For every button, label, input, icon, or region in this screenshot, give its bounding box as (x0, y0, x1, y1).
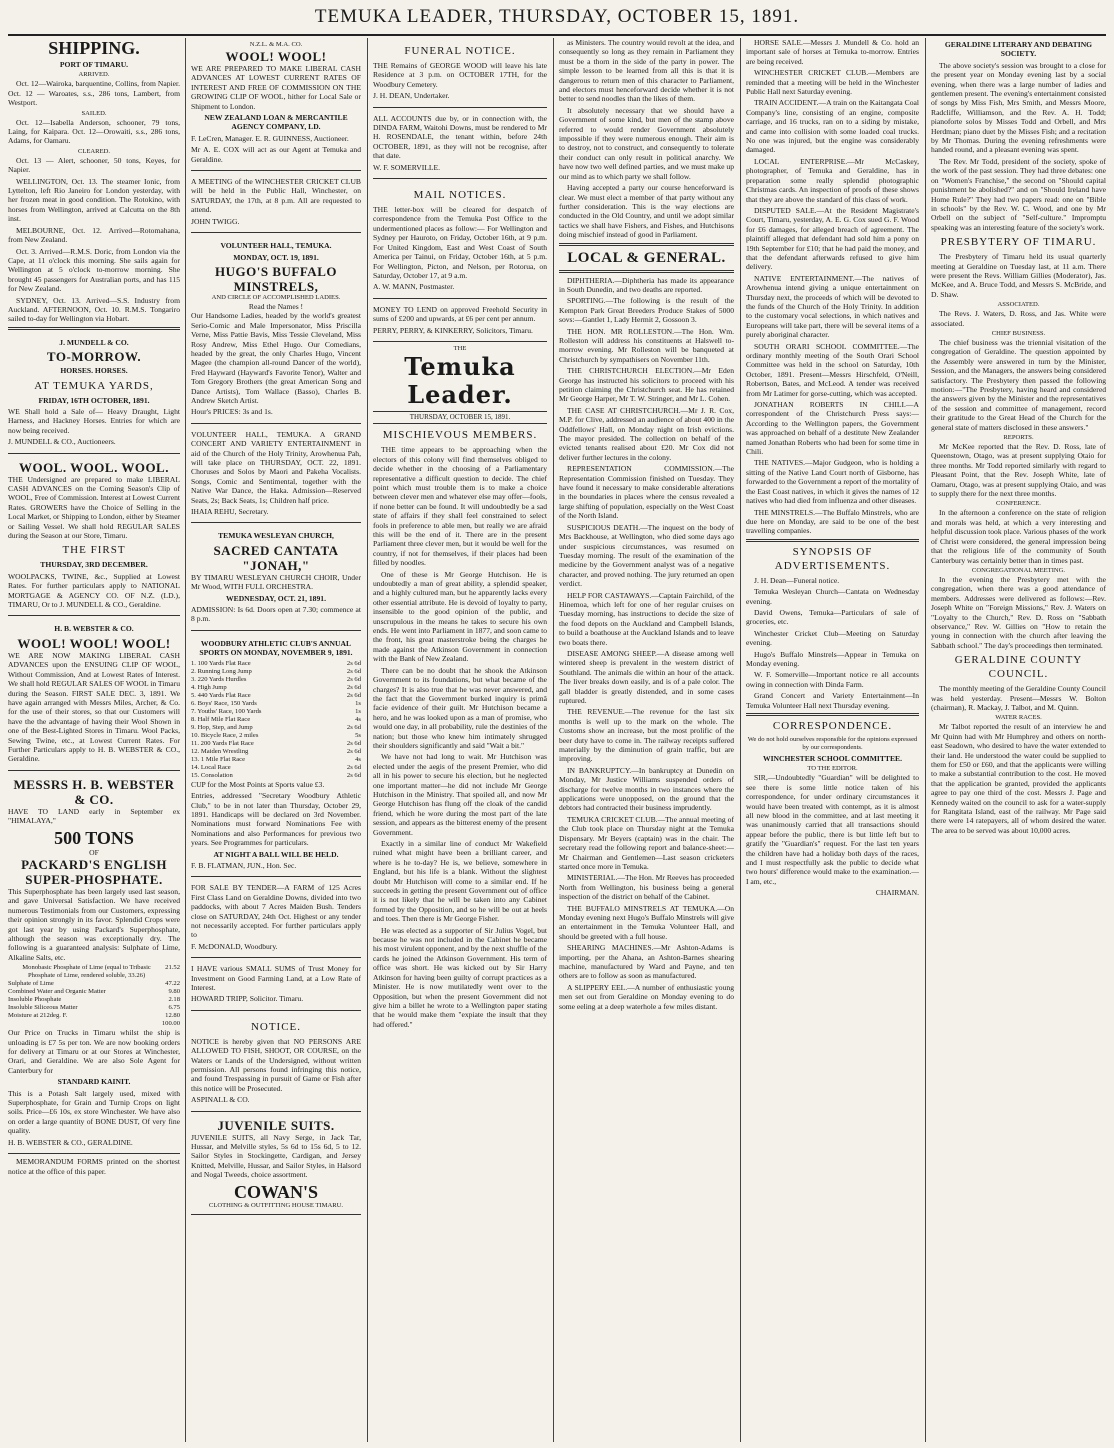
water-heading: WATER RACES. (995, 714, 1042, 722)
event-row (191, 732, 361, 740)
event-name: 3. 220 Yards Hurdles (191, 675, 247, 683)
synopsis-item: Hugo's Buffalo Minstrels—Appear in Temuka on Monday evening. (746, 649, 919, 668)
event-fee: 2s 6d (346, 763, 361, 771)
dean-sign: J. H. DEAN, Undertaker. (373, 91, 450, 101)
farm-sale-ad (191, 880, 361, 958)
article-paragraph: It absolutely necessary that we should have a Government of some kind, but men of the stamp above referred to would render Government absolutely impossible if they were numerous enough. Their aim is to destroy, not to construct, and consequently to tolerate their conduct can only result in political anarchy. We have now two well defined parties, and we must make up our mind as to which party we shall follow. (559, 105, 734, 181)
event-name: 6. Boys' Race, 150 Yards (191, 699, 257, 707)
postmaster-sign: A. W. MANN, Postmaster. (373, 282, 455, 292)
synopsis-item: Grand Concert and Variety Entertainment—In Temuka Volunteer Hall next Thursday evening. (746, 691, 919, 710)
webster-sign: H. B. WEBSTER & CO., GERALDINE. (8, 1137, 133, 1147)
news-item: NATIVE ENTERTAINMENT.—The natives of Arowhenua intend giving a unique entertainment on Thursday next, the proceeds of which will be devoted to the funds of the Church of the Holy Trinity. In addition to the customary vocal selections, in which natives and Europeans will take part, there will be several items of a purely aboriginal character. (746, 273, 919, 340)
event-fee: 2s 6d (346, 683, 361, 691)
lend-ad (373, 302, 547, 342)
column-6 (931, 38, 1106, 1442)
cowan-sub: CLOTHING & OUTFITTING HOUSE TIMARU. (208, 1201, 344, 1209)
news-item: HORSE SALE.—Messrs J. Mundell & Co. hold an important sale of horses at Temuka to-morrow. Entries are being received. (746, 38, 919, 66)
mundell-sign: J. MUNDELL & CO., Auctioneers. (8, 437, 116, 447)
column-rule (553, 38, 554, 1442)
letter-body: SIR,—Undoubtedly "Guardian" will be delighted to see there is some little notice taken of his correspondence, for under ordinary circumstances it would have been treated with contempt, as it is almost all new blood in the committee, and at last meeting it was unanimously carried that all transactions should appear before the public, there is but little left but to gratify the "Guardian's" request. For the last ten years the children have had a holiday both days of the races, and I must respectfully ask the public to decide what two hours' difference would make to the examination.—I am, etc., (746, 773, 919, 886)
event-fee: 2s 6d (346, 747, 361, 755)
nzl-sign: F. LeCren, Manager. E. R. GUINNESS, Auctioneer. (191, 133, 349, 143)
news-item: LOCAL ENTERPRISE.—Mr McCaskey, photographer, of Temuka and Geraldine, has in preparation some really splendid photographic Christmas cards. An inspection of proofs of these shows that they are above the standard of this class of work. (746, 156, 919, 204)
event-name: 4. High Jump (191, 683, 227, 691)
divider (746, 539, 919, 542)
analysis-value: 21.52 (165, 964, 180, 972)
chairman-sign: CHAIRMAN. (875, 888, 919, 898)
associated-heading: ASSOCIATED. (997, 301, 1040, 309)
wool-body: THE Undersigned are prepared to make LIBERAL CASH ADVANCES on the Coming Season's Clip of WOOL, Free of Commission. Interest at Lowest Current Rates. GROWERS have the Choice of Selling in the Local Market, or Shipping to London, either by Steamer or Sailing Vessel. We shall hold REGULAR SALES during the Season at our Store, Timaru. (8, 474, 180, 541)
tons-heading: 500 TONS (54, 827, 134, 848)
phosphate-ad (8, 774, 180, 1154)
event-name: 9. Hop, Step, and Jump (191, 723, 253, 731)
lit-heading: GERALDINE LITERARY AND DEBATING SOCIETY. (944, 40, 1093, 59)
event-name: 1. 100 Yards Flat Race (191, 659, 251, 667)
packard-body: This Superphosphate has been largely used last season, and gave Universal Satisfaction. We have received numerous Testimonials from our Customers, expressing their opinion strongly in its favor. Splendid Crops were got last year by using Packard's Superphosphate, although the season was exceptionally dry. The following is a guaranteed analysis: Sulphate of Lime, Alkaline Salts, etc. (8, 886, 180, 962)
event-name: 7. Youths' Race, 100 Yards (191, 707, 262, 715)
messrs-heading: MESSRS H. B. WEBSTER & CO. (13, 776, 175, 807)
news-item: MINISTERIAL.—The Hon. Mr Reeves has proceeded North from Wellington, his business being a general inspection of the district on behalf of the Cabinet. (559, 873, 734, 902)
news-item: WINCHESTER CRICKET CLUB.—Members are reminded that a meeting will be held in the Winchester Public Hall next Saturday evening. (746, 68, 919, 97)
chief-body: The chief business was the triennial visitation of the congregation of Geraldine. The question appointed by the Assembly were answered in turn by the Minister, Session, and the Managers, the answers being considered satisfactory. The Presbytery then passed the following motion:—"The Presbytery, having heard and considered the answers given by the Minister and the representatives of the session and committee of management, record their gratitude to the Great Head of the Church for the general state of matters disclosed in these answers." (931, 337, 1106, 432)
mail-heading: MAIL NOTICES. (413, 189, 507, 202)
sale-body: FOR SALE BY TENDER—A FARM of 125 Acres First Class Land on Geraldine Downs, divided into two paddocks, with about 7 Acres Maiden Bush. Tenders close on SATURDAY, 24th Oct. Highest or any tender not necessarily accepted. For further particulars apply to (191, 883, 361, 940)
thursday-heading: THURSDAY, 3RD DECEMBER. (40, 560, 148, 570)
news-item: THE MINSTRELS.—The Buffalo Minstrels, who are due here on Monday, are said to be one of the best travelling companies. (746, 507, 919, 536)
news-item: HELP FOR CASTAWAYS.—Captain Fairchild, of the Hinemoa, which left for one of her regular cruises on Tuesday morning, has instructions to decide the size of the food depots on the Auckland and Campbell Islands, to build a boathouse at the Auckland Islands and to leave two boats there. (559, 590, 734, 647)
council-heading: GERALDINE COUNTY COUNCIL. (954, 654, 1083, 681)
event-row (191, 772, 361, 780)
presbytery-heading: PRESBYTERY OF TIMARU. (940, 236, 1097, 249)
news-item: JONATHAN ROBERTS IN CHILI.—A correspondent of the Christchurch Press says:—According to the Wellington papers, the Government was approached on behalf of a destitute New Zealander named Jonathan Roberts who had been for some time in Chili. (746, 400, 919, 457)
analysis-value: 12.80 (165, 1012, 180, 1020)
event-row (191, 748, 361, 756)
cricket-sign: JOHN TWIGG. (191, 216, 240, 226)
analysis-row (8, 964, 180, 980)
wool-heading: WOOL. WOOL. WOOL. (19, 459, 169, 475)
hugo-heading: HUGO'S BUFFALO MINSTRELS, (215, 263, 337, 294)
event-row (191, 692, 361, 700)
sailed-heading: SAILED. (81, 109, 107, 117)
reports-body: Mr McKee reported that the Rev. D. Ross, late of Queenstown, Otago, was at present supplying Otaio for three months. Mr Todd reported similarly with regard to Pleasant Point, that the Rev. Joseph White, late of Oamaru, Otago, was at present supplying Otaio, and was to supply there for the next three months. (931, 442, 1106, 499)
news-item: SHEARING MACHINES.—Mr Ashton-Adams is importing, per the Ahana, an Ashton-Barnes shearing machine, manufactured by Ward and Payne, and ten others are to follow as soon as manufactured. (559, 943, 734, 981)
admission-text: ADMISSION: Is 6d. Doors open at 7.30; commence at 8 p.m. (191, 605, 361, 624)
trust-money-ad (191, 961, 361, 1011)
presbytery-body: The Presbytery of Timaru held its usual quarterly meeting at Geraldine on Tuesday last, at 11 a.m. There were present the Revs. William Gillies (Moderator), Jas. McKee, and A. Bruce Todd, and Messrs S. McBride, and D. Shaw. (931, 252, 1106, 299)
nzl-heading: N.Z.L. & M.A. CO. (249, 41, 303, 48)
event-fee: 1s (355, 707, 361, 715)
nzl-company: NEW ZEALAND LOAN & MERCANTILE AGENCY COMPANY, LD. (204, 113, 348, 132)
event-row (191, 700, 361, 708)
event-name: 15. Consolation (191, 771, 233, 779)
wednesday-heading: WEDNESDAY, OCT. 21, 1891. (226, 593, 326, 603)
woolpacks-text: WOOLPACKS, TWINE, &c., Supplied at Lowest Rates. For further particulars apply to NATIONAL MORTGAGE & AGENCY CO. OF N.Z. (LD.), TIMARU, Or to J. MUNDELL & CO., Geraldine. (8, 571, 180, 610)
event-fee: 2s 6d (346, 723, 361, 731)
news-item: THE NATIVES.—Major Gudgeon, who is holding a sitting of the Native Land Court north of Gisborne, has forwarded to the Government a report of the mortality of the East Coast natives, in which it gives the names of 12 natives who had died from influenza and other diseases. (746, 458, 919, 506)
analysis-value: 6.75 (168, 1004, 180, 1012)
masthead: TEMUKA LEADER, THURSDAY, OCTOBER 15, 1891. (314, 6, 800, 27)
article-paragraph: We have not had long to wait. Mr Hutchison was elected under the aegis of the present Premier, who did all in his power to secure his election, but he neglected one important matter—he did not include Mr George Hutchison in the Ministry. That spoiled all, and now Mr George Hutchison has flung off the cloak of the candid friend, which he wore during the most part of the late session, and appears as the bitterest enemy of the present Government. (373, 752, 547, 837)
event-row (191, 716, 361, 724)
column-1 (8, 38, 180, 1442)
event-fee: 2s 6d (346, 691, 361, 699)
analysis-value: 2.18 (168, 996, 180, 1004)
analysis-row (8, 996, 180, 1004)
news-item: IN BANKRUPTCY.—In bankruptcy at Dunedin on Monday, Mr Justice Williams suspended orders of discharge for twelve months in two instances where the applications were unopposed, on the ground that the debtors had contracted their business imprudently. (559, 765, 734, 813)
mundell-horse-ad (8, 333, 180, 454)
shipping-title: SHIPPING. (48, 38, 140, 58)
news-item: SUSPICIOUS DEATH.—The inquest on the body of Mrs Backhouse, at Wellington, who died some days ago under suspicious circumstances, was resumed on Tuesday morning. The result of the examination of the medicine by the Government analyst was of a negative character, and proved nothing. The jury returned an open verdict. (559, 522, 734, 589)
column-rule (367, 38, 368, 1442)
synopsis-heading: SYNOPSIS OF ADVERTISEMENTS. (774, 545, 891, 572)
event-row (191, 668, 361, 676)
event-name: 8. Half Mile Flat Race (191, 715, 251, 723)
event-name: 14. Local Race (191, 763, 231, 771)
conference-heading: CONFERENCE. (996, 500, 1041, 508)
analysis-key: Insoluble Phosphate (8, 996, 62, 1004)
synopsis-item: Winchester Cricket Club—Meeting on Saturday evening. (746, 628, 919, 648)
synopsis-item: Temuka Wesleyan Church—Cantata on Wednesday evening. (746, 587, 919, 606)
news-item: THE CASE AT CHRISTCHURCH.—Mr J. R. Cox, M.P. for Clive, addressed an audience of about 400 in the Oddfellows' Hall, on Monday night on Irish evictions. The mayor presided. The collection on behalf of the evicted tenants realised about £20. Mr Cox did not deliver further lectures in the colony. (559, 405, 734, 462)
column-3 (373, 38, 547, 1442)
event-fee: 2s 6d (346, 771, 361, 779)
event-row (191, 660, 361, 668)
cantata-by: BY TIMARU WESLEYAN CHURCH CHOIR, Under Mr Wood, WITH FULL ORCHESTRA. (191, 572, 361, 592)
funeral-heading: FUNERAL NOTICE. (404, 45, 516, 57)
analysis-value: 9.80 (168, 988, 180, 996)
associated-body: The Revs. J. Waters, D. Ross, and Jas. White were associated. (931, 309, 1106, 328)
article-paragraph: as Ministers. The country would revolt at the idea, and consequently so long as they remain in Parliament they must be a thorn in the side of the party in power. The simple lesson to be learned from all this is that it is dangerous to return men of this character to Parliament, and electors must henceforward decide whether it is not better to send noodles than the likes of them. (559, 38, 734, 104)
circle-heading: AND CIRCLE OF ACCOMPLISHED LADIES. (211, 293, 341, 301)
nzl-ad (191, 38, 361, 171)
to-editor: TO THE EDITOR. (807, 765, 858, 773)
woodbury-heading: WOODBURY ATHLETIC CLUB'S ANNUAL SPORTS ON MONDAY, NOVEMBER 9, 1891. (199, 638, 353, 658)
night-ball: AT NIGHT A BALL WILL BE HELD. (213, 849, 339, 859)
tripp-sign: HOWARD TRIPP, Solicitor. Timaru. (191, 994, 304, 1004)
arrived-text: Oct. 12—Wairoka, barquentine, Collins, from Napier. Oct. 12 — Waroates, s.s., 286 tons, Lambert, from Westport. (8, 79, 180, 108)
juvenile-body: JUVENILE SUITS, all Navy Serge, in Jack Tar, Hussar, and Melville styles, 5s 6d to 15s 6d, 5 to 12. Sailor Styles in Stockingette, Cardigan, and Jersey Knitted, Melville, Hussar, and Sailor Styles, in Halsord and Nogal Tweeds, choice assortment. (191, 1132, 361, 1180)
news-item: THE BUFFALO MINSTRELS AT TEMUKA.—On Monday evening next Hugo's Buffalo Minstrels will give an entertainment in the Temuka Volunteer Hall, and should be greeted with a full house. (559, 903, 734, 941)
synopsis-item: W. F. Somerville—Important notice re all accounts owing in connection with Dinda Farm. (746, 670, 919, 689)
column-rule (740, 38, 741, 1442)
grand-body: VOLUNTEER HALL, TEMUKA. A GRAND CONCERT AND VARIETY ENTERTAINMENT in aid of the Church of the Holy Trinity, Arowhenua Pah, will take place on THURSDAY, OCT. 22, 1891. Choruses and Solos by Maori and Pakeha Vocalists. Songs, Comic and Sentimental, together with the Native War Dance, the Haka. Admission—Reserved Seats, 2s; Back Seats, 1s; Children half price. (191, 429, 361, 505)
event-fee: 4s (355, 755, 361, 763)
analysis-row (8, 988, 180, 996)
news-item: TRAIN ACCIDENT.—A train on the Kaitangata Coal Company's line, consisting of an engine, composite carriage, and 16 trucks, ran on to a siding by mistake, and came into collision with some loaded coal trucks. No one was injured, but the engine was considerably damaged. (746, 98, 919, 155)
article-heading: MISCHIEVOUS MEMBERS. (382, 429, 538, 442)
funeral-body: THE Remains of GEORGE WOOD will leave his late Residence at 3 p.m. on OCTOBER 17TH, for the Woodbury Cemetery. (373, 61, 547, 89)
news-item: SPORTING.—The following is the result of the Kempton Park Great Breeders Produce Stakes of 5000 sovs:—Gantlet 1, Lady Hermit 2, Gossoon 3. (559, 296, 734, 325)
lit-body: The above society's session was brought to a close for the present year on Monday evening last by a social evening, when there was a large number of ladies and gentlemen present. The evening's entertainment consisted of songs by Miss Fish, Mrs Smith, and Messrs Moore, Radcliffe, Williamson, and the Rev. A. H. Todd; pianoforte solos by Misses Todd and Orbell, and Mrs Herdman; piano duet by the Misses Fish; and a recitation by Mr Thomas. During the evening refreshments were handed round, and a pleasant evening was spent. (931, 60, 1106, 155)
event-fee: 2s 6d (346, 659, 361, 667)
event-fee: 1s (355, 699, 361, 707)
nzl-wool-heading: WOOL! WOOL! (225, 49, 327, 64)
event-row (191, 684, 361, 692)
church-heading: TEMUKA WESLEYAN CHURCH, (218, 531, 334, 541)
event-name: 13. 1 Mile Flat Race (191, 755, 246, 763)
column-2 (191, 38, 361, 1442)
conference-body: In the afternoon a conference on the state of religion and morals was held, at which a very interesting and helpful discussion took place. Various phases of the work of Christ were considered, the general impression being that the religious life of the community of South Canterbury was certainly better than in times past. (931, 508, 1106, 565)
correspondence-heading: CORRESPONDENCE. (772, 720, 893, 732)
mail-ad (373, 182, 547, 299)
water-body: Mr Talbot reported the result of an interview he and Mr Quinn had with Mr Humphrey and others on north-east Seadown, who desired to have the water extended to their land. He understood the water could be supplied to them for £50 or £60, and that the applicants were willing to make a substantial contribution to the cost. He moved that the application be granted, provided the applicants agree to pay one third of the cost. Messrs J. Page and Kennedy waited on the council to ask for a water-supply for Rangitata Island, east of the railway. Mr Page said there were 14 ratepayers, all of whom desired the water. The area to be served was about 10,000 acres. (931, 722, 1106, 835)
the-label: THE (453, 344, 467, 352)
event-name: 11. 200 Yards Flat Race (191, 739, 254, 747)
leader-title: Temuka Leader. (404, 351, 516, 409)
congregational-heading: CONGREGATIONAL MEETING. (971, 566, 1066, 574)
entries-text: Entries, addressed "Secretary Woodbury Athletic Club," to be in not later than Thursday, October 29, 1891. Handicaps will be declared on 3rd November. Nominations must forward Nominations Fee with Nominations and also Performances for previous two years. See Programmes for particulars. (191, 791, 361, 848)
lend-body: MONEY TO LEND on approved Freehold Security in sums of £200 and upwards, at £6 per cent per annum. (373, 304, 547, 324)
column-5 (746, 38, 919, 1442)
analysis-key: Insoluble Siliceous Matter (8, 1004, 78, 1012)
juvenile-heading: JUVENILE SUITS. (217, 1117, 335, 1133)
trespass-notice-ad (191, 1014, 361, 1112)
analysis-row (8, 1004, 180, 1012)
lit-body: The Rev. Mr Todd, president of the society, spoke of the work of the past session. They had three debates: one on "Women's Franchise," the second on "Should capital punishment be abolished?" and on "Should Ireland have Home Rule?" They had two papers read: one on "Bible in schools" by the Rev. W. C. Wood, and one by Mr Orbell on the subject of "Self-culture." Impromptu speaking was an interesting feature of the society's work. (931, 156, 1106, 232)
event-row (191, 740, 361, 748)
article-paragraph: Having accepted a party our course henceforward is clear. We must elect a member of that party without any further consideration. This is the way elections are conducted in the Old Country, and until we adopt similar tactics we shall have Fishers, and Fishes, and Hutchisons doing mischief instead of good in Parliament. (559, 183, 734, 240)
mundell-heading: J. MUNDELL & CO. (59, 337, 129, 347)
webster-heading: H. B. WEBSTER & CO. (54, 624, 134, 634)
event-fee: 5s (355, 731, 361, 739)
webster-body: WE ARE NOW MAKING LIBERAL CASH ADVANCES upon the ENSUING CLIP OF WOOL, Without Commission, And at Lowest Rates of Interest. We shall hold REGULAR SALES OF WOOL in Timaru during the Season. FIRST SALE DEC. 3, 1891. We have again arranged with Messrs Miles, Archer, & Co. for the use of their stores, so that our Customers will have the the advantage of having their Wool Shown in one of the Best-Lighted Stores in Timaru. Wool Packs, Sewing Twine, etc., at Lowest Current Rates. For Further Particulars apply to H. B. WEBSTER & CO., Geraldine. (8, 650, 180, 764)
perry-sign: PERRY, PERRY, & KINKERRY, Solicitors, Timaru. (373, 325, 533, 335)
analysis-key: Sulphate of Lime (8, 980, 54, 988)
event-name: 5. 440 Yards Flat Race (191, 691, 251, 699)
divider (8, 327, 180, 330)
mail-body: THE letter-box will be cleared for despatch of correspondence from the Temuka Post Office to the undermentioned places as follow:— For Wellington and Sydney per Hauroto, on Friday, October 16th, at 9 p.m. For United Kingdom, East and West Coast of South America per Tainui, on Friday, October 16th, at 5 p.m. For Wellington, Picton, and Nelson, per Rotorua, on Saturday, October 17, at 9 a.m. (373, 205, 547, 280)
notice-body: NOTICE is hereby given that NO PERSONS ARE ALLOWED TO FISH, SHOOT, OR COURSE, on the Waters or Lands of the Undersigned, without written permission. All persons found infringing this notice, and found Trespassing in pursuit of Game or Fish after this notice will be Prosecuted. (191, 1036, 361, 1093)
of-text: OF (89, 847, 99, 857)
synopsis-item: David Owens, Temuka—Particulars of sale of groceries, etc. (746, 607, 919, 627)
divider (746, 713, 919, 716)
synopsis-item: J. H. Dean—Funeral notice. (754, 575, 840, 585)
sydney-text: SYDNEY, Oct. 13. Arrived—S.S. Industry from Auckland. AFTERNOON, Oct. 10. R.M.S. Tongariro sailed to-day for Wellington via Hobart. (8, 295, 180, 324)
event-row (191, 764, 361, 772)
news-item: REPRESENTATION COMMISSION.—The Representation Commission finished on Tuesday. They have found it necessary to make considerable alterations in the boundaries in places where the census revealed a large shifting of population, especially on the West Coast of the North Island. (559, 464, 734, 521)
analysis-value: 47.22 (165, 980, 180, 988)
cricket-ad (191, 174, 361, 233)
cleared-text: Oct. 13 — Alert, schooner, 50 tons, Keyes, for Napier. (8, 155, 180, 175)
news-item: DISPUTED SALE.—At the Resident Magistrate's Court, Timaru, yesterday, A. E. G. Cox sued G. F. Wood for £6 damages, for alleged breach of agreement. The plaintiff alleged that defendant had sold him a pony on 19th September for £10; that he had paid the money, and that the defendant afterwards refused to give him delivery. (746, 205, 919, 272)
news-item: THE CHRISTCHURCH ELECTION.—Mr Eden George has instructed his solicitors to proceed with his petition claiming the Christchurch seat. He has retained Mr George Harper, Mr T. W. Stringer, and Mr L. Cohen. (559, 366, 734, 404)
webster-wool-ad (8, 619, 180, 770)
local-general-heading: LOCAL & GENERAL. (567, 249, 726, 266)
yards-heading: AT TEMUKA YARDS, (34, 379, 154, 392)
flatman-sign: F. B. FLATMAN, JUN., Hon. Sec. (191, 860, 297, 870)
hugo-ad (191, 236, 361, 424)
vol-hall-heading: VOLUNTEER HALL, TEMUKA. (220, 241, 332, 251)
reports-heading: REPORTS. (1003, 434, 1034, 442)
horses-body: WE Shall hold a Sale of— Heavy Draught, Light Harness, and Hackney Horses. Entries for which are now being received. (8, 406, 180, 435)
column-rule (185, 38, 186, 1442)
news-item: TEMUKA CRICKET CLUB.—The annual meeting of the Club took place on Thursday night at the Temuka Dispensary. Mr Beyers (captain) was in the chair. The secretary read the following report and balance-sheet:—Mr Chairman and Gentlemen—Last season cricketers started once more in Temuka. (559, 814, 734, 871)
cowan-ad (191, 1115, 361, 1215)
arrived-heading: ARRIVED. (78, 71, 110, 79)
news-item: A SLIPPERY EEL.—A number of enthusiastic young men set out from Geraldine on Monday evening to do some eeling at a deep waterhole a few miles distant. (559, 982, 734, 1011)
mcdonald-sign: F. McDONALD, Woodbury. (191, 941, 278, 951)
divider (559, 243, 734, 246)
port-heading: PORT OF TIMARU. (59, 60, 129, 69)
event-row (191, 708, 361, 716)
analysis-table (8, 964, 180, 1028)
event-fee: 2s 6d (346, 739, 361, 747)
correspondence-note: We do not hold ourselves responsible for the opinions expressed by our correspondents. (747, 736, 918, 751)
packard-heading: PACKARD'S ENGLISH SUPER-PHOSPHATE. (21, 856, 167, 887)
memo-text: MEMORANDUM FORMS printed on the shortest notice at the office of this paper. (8, 1157, 180, 1176)
hugo-prices: Hour's PRICES: 3s and 1s. (191, 407, 273, 417)
accounts-ad (373, 111, 547, 179)
woodbury-sports-ad (191, 634, 361, 877)
read-names: Read the Names ! (248, 301, 304, 311)
melbourne-text: MELBOURNE, Oct. 12. Arrived—Rotomahana, from New Zealand. (8, 225, 180, 245)
accounts-body: ALL ACCOUNTS due by, or in connection with, the DINDA FARM, Waitohi Downs, must be rendered to Mr H. ROSENDALE, the tenant within, before 24th OCTOBER, 1891, as they will not be recognise, after that date. (373, 113, 547, 161)
event-row (191, 756, 361, 764)
nzl-body: WE ARE PREPARED TO MAKE LIBERAL CASH ADVANCES AT LOWEST CURRENT RATES OF INTEREST AND FREE OF COMMISSION ON THE GROWING CLIP OF WOOL, hither for Local Sale or Shipment to London. (191, 64, 361, 111)
packard-tail: Our Price on Trucks in Timaru whilst the ship is unloading is £7 5s per ton. We are now booking orders for delivery at Timaru or at our Stores at Winchester, Orari, and Geraldine. We are also Sole Agent for Canterbury for (8, 1028, 180, 1075)
himalaya-text: HAVE TO LAND early in September ex "HIMALAYA," (8, 806, 180, 826)
article-paragraph: One of these is Mr George Hutchison. He is undoubtedly a man of great ability, a splendid speaker, and a highly cultured man, but he apparently lacks every other essential attribute. He is devoid of loyalty to party, insensible to the good opinion of the public, and unscrupulous in the means he takes to secure his own ends. He went into Parliament in 1877, and soon came to the front, his great masterstroke being the charges he made against the Atkinson Government in connection with the Bank of New Zealand. (373, 569, 547, 664)
money-body: I HAVE various SMALL SUMS of Trust Money for Investment on Good Farming Land, at a Low Rate of Interest. (191, 964, 361, 992)
congregational-body: In the evening the Presbytery met with the congregation, when there was a good attendance of members. Addresses were delivered as follows:—Rev. Joseph White on "Foreign Missions," Rev. J. Waters on "Loyalty to the Church," Rev. D. Ross on "Sabbath observance," Rev. W. Gillies on "How to retain the young in connection with the church after leaving the Sabbath school." The day's proceedings then terminated. (931, 574, 1106, 650)
sailed-text: Oct. 12—Isabella Anderson, schooner, 79 tons, Laing, for Kaipara. Oct. 12—Orowaiti, s.s., 286 tons, Adams, for Oamaru. (8, 117, 180, 146)
event-fee: 2s 6d (346, 675, 361, 683)
news-item: THE HON. MR ROLLESTON.—The Hon. Wm. Rolleston will address his constituents at Halswell to-morrow evening. Mr Rolleston will be banqueted at Christchurch by sympathisers on November 11th. (559, 326, 734, 364)
first-heading: THE FIRST (62, 544, 126, 557)
column-4 (559, 38, 734, 1442)
analysis-key: Moisture at 212deg. F. (8, 1012, 68, 1020)
hugo-body: Our Handsome Ladies, headed by the world's greatest Serio-Comic and Male Impersonator, Miss Priscilla Verne, Miss Pattie Bavis, Miss Tessie Cleveland, Miss Rosy Andrew, Miss Ethel Hugo. Our Comedians, headed by the great, the only Charles Hugo, Vincent Magee (the champion all-round Dancer of the world), Fred Hayward (Hayward's Favorite Tenor), Walter and Tom Gregory Brothers (the great American Song and Dance Artists), Tom Wallace (Basso), Charles B. Andrew Sketch Artist. (191, 311, 361, 405)
cricket-body: A MEETING of the WINCHESTER CRICKET CLUB will be held in the Public Hall, Winchester, on SATURDAY, the 17th, at 8 p.m. All are requested to attend. (191, 177, 361, 215)
chief-heading: CHIEF BUSINESS. (991, 329, 1046, 337)
oct3-text: Oct. 3. Arrived—R.M.S. Doric, from London via the Cape, at 11 o'clock this morning. She sails again for Wellington at 5 o'clock to-morrow morning. She brought 45 passengers for Australian ports, and has 115 for New Zealand. (8, 246, 180, 294)
news-item: DIPHTHERIA.—Diphtheria has made its appearance in South Dunedin, and two deaths are reported. (559, 275, 734, 294)
cantata-heading: SACRED CANTATA "JONAH," (213, 542, 339, 573)
article-paragraph: He was elected as a supporter of Sir Julius Vogel, but because he was not included in the Cabinet he became his most virulent opponent, and by the next shuffle of the cards he joined the Atkinson Government. His term of office was short. He was kicked out by Sir Harry Atkinson for having been guilty of corrupt practices as a Minister. He is now mutilatedly went over to the Opposition, but when the present Government did not give him a billet he wrote to a Wellington paper stating that he would make them "expiate the insult that they had offered." (373, 925, 547, 1029)
council-body: The monthly meeting of the Geraldine County Council was held yesterday. Present—Messrs W. Bolton (chairman), R. Mackay, J. Talbot, and M. Quinn. (931, 684, 1106, 712)
event-name: 10. Bicycle Race, 2 miles (191, 731, 259, 739)
article-paragraph: Exactly in a similar line of conduct Mr Wakefield ruined what might have been a brilliant career, and where is he to-day? He is, we believe, somewhere in England, but his life is a blank. Without the slightest doubt Mr Hutchison will come to a similar end. If he succeeds in getting the present Government out of office it is not likely that he will be taken into any Cabinet formed by the Opposition, and so he will be out at heels and toes. Then there is Mr George Fisher. (373, 839, 547, 924)
wsc-heading: WINCHESTER SCHOOL COMMITTEE. (762, 754, 903, 763)
analysis-row (8, 980, 180, 988)
event-row (191, 676, 361, 684)
masthead-rule (8, 34, 1106, 36)
cleared-heading: CLEARED. (77, 147, 111, 155)
article-paragraph: THE time appears to be approaching when the electors of this colony will find themselves obliged to decide whether in the choosing of a Parliamentary representative a difficult question to decide. The chief point which must trouble them is to make a choice between clever men and whatever else may offer—fools, if none better can be found. It will undoubtedly be a sad state of affairs if they shall feel constrained to select fools in preference to able men, but really we are afraid this will be the end of it. There are in the present Parliament three clever men, but it would be well for the country, if not for themselves, if their places had been filled by noodles. (373, 445, 547, 568)
horses-heading: HORSES. HORSES. (60, 366, 128, 376)
funeral-ad (373, 38, 547, 108)
cantata-ad (191, 526, 361, 630)
wellington-text: WELLINGTON, Oct. 13. The steamer Ionic, from Lyttelton, left Rio Janeiro for London yesterday, with her frozen meat in good condition. The Rotokino, with horses from Wellington, arrived at Calcutta on the 8th inst. (8, 176, 180, 224)
news-item: SOUTH ORARI SCHOOL COMMITTEE.—The ordinary monthly meeting of the South Orari School Committee was held in the school on Saturday, 10th October, 1891. Present—Messrs Hirschfeld, O'Neill, Robertson, Bates, and McLeod. A tender was received from Mr Latimer for gorse-cutting, which was accepted. (746, 341, 919, 398)
event-name: 2. Running Long Jump (191, 667, 252, 675)
event-row (191, 724, 361, 732)
article-paragraph: There can be no doubt that he shook the Atkinson Government to its foundations, but what became of the charges? It is also true that he was never answered, and the fact that the Government burked inquiry is primâ facie evidence of their guilt. Mr Hutchison became a hero, and he was looked upon as a man of promise, who would one day, in all probability, rule the destinies of the nation; but those who knew him intimately shrugged their shoulders significantly and said "Wait a bit." (373, 665, 547, 750)
kainit-body: This is a Potash Salt largely used, mixed with Superphosphate, for Grain and Turnip Crops on light soils. Price—£6 10s, ex store Winchester. We have also on order a large quantity of BONE DUST, Of very fine quality. (8, 1088, 180, 1136)
event-fee: 2s 6d (346, 667, 361, 675)
webster-wool-heading: WOOL! WOOL! WOOL! (17, 635, 171, 651)
monday-heading: MONDAY, OCT. 19, 1891. (233, 252, 319, 262)
grand-concert-ad (191, 427, 361, 524)
cowan-heading: COWAN'S (233, 1181, 318, 1202)
somerville-sign: W. F. SOMERVILLE. (373, 162, 441, 172)
mundell-wool-ad (8, 457, 180, 617)
kainit-heading: STANDARD KAINIT. (57, 1077, 131, 1087)
tomorrow-heading: TO-MORROW. (46, 349, 142, 365)
cup-text: CUP for the Most Points at Sports value £3. (191, 779, 325, 789)
aspinall-sign: ASPINALL & CO. (191, 1095, 250, 1105)
news-item: THE REVENUE.—The revenue for the last six months is well up to the mark on the whole. The Customs show an increase, but the most prolific of the beer duty have to come in. The railway receipts suffered materially by the diminution of grain traffic, but are improving. (559, 707, 734, 764)
analysis-key: Combined Water and Organic Matter (8, 988, 106, 996)
divider (559, 270, 734, 273)
column-rule (925, 38, 926, 1442)
cox-agent: Mr A. E. COX will act as our Agent at Temuka and Geraldine. (191, 145, 361, 164)
news-item: DISEASE AMONG SHEEP.—A disease among well wintered sheep is prevalent in the western district of Southland. The animals die within an hour of the attack. The liver breaks down easily, and is of a pale color. The gall bladder is greatly distended, and in some cases ruptured. (559, 648, 734, 705)
events-list (191, 660, 361, 780)
analysis-row (8, 1012, 180, 1020)
event-fee: 4s (355, 715, 361, 723)
analysis-key: Monobasic Phosphate of Lime (equal to Tribasic Phosphate of Lime, rendered soluble, 33.26) (22, 964, 151, 980)
grand-sign: IHAIA REHU, Secretary. (191, 507, 269, 517)
leader-date: THURSDAY, OCTOBER 15, 1891. (373, 411, 547, 424)
analysis-total: 100.00 (161, 1020, 180, 1028)
friday-heading: FRIDAY, 16TH OCTOBER, 1891. (38, 395, 150, 405)
event-name: 12. Maiden Wrestling (191, 747, 249, 755)
notice-heading: NOTICE. (250, 1020, 302, 1033)
